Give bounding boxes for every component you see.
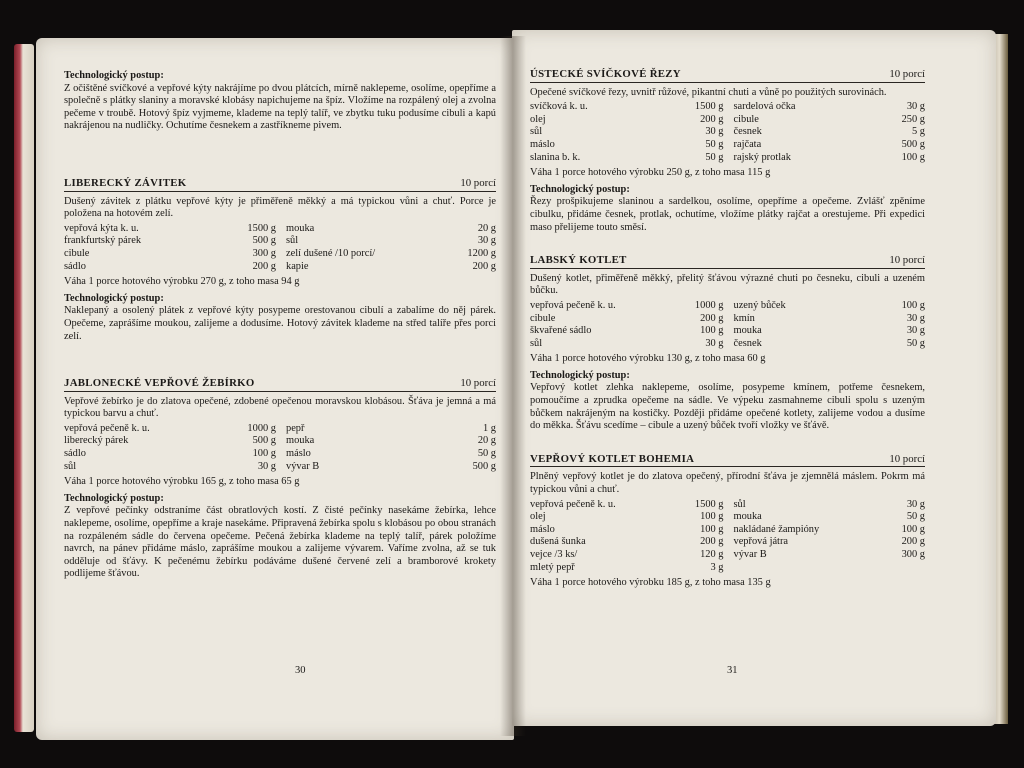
- ingredient-name: kmín: [733, 312, 755, 324]
- portion-weight: Váha 1 porce hotového výrobku 185 g, z toho masa 135 g: [530, 577, 771, 589]
- recipe-portions: 10 porcí: [889, 68, 925, 80]
- ingredient-amount: 500 g: [901, 138, 925, 150]
- ingredient-name: uzený bůček: [733, 299, 786, 311]
- ingredient-name: vývar B: [733, 549, 767, 560]
- ingredient-name: sůl: [530, 126, 543, 138]
- ingredient-amount: 1200 g: [467, 247, 496, 259]
- ingredient-name: sůl: [64, 460, 77, 472]
- ingredient-name: zelí dušené /10 porcí/: [286, 247, 376, 259]
- section-header-jablonecke: [64, 377, 496, 392]
- ingredients-table: [64, 223, 496, 273]
- recipe-portions: 10 porcí: [889, 452, 925, 465]
- ingredient-name: mletý pepř: [530, 561, 575, 573]
- procedure-text: Z vepřové pečínky odstraníme část obratlových kostí. Z čisté pečínky nasekáme žebírka, lehce naklepeme, osolíme, opepříme a kraje nasekáme. Připravená žebírka spolu s klobásou po obou stranách na rozpáleném sádle do červena opečeme. Pečená žebírka klademe na teplý talíř, párek položíme navrch, na pánev přidáme máslo, zaprášíme moukou a zalijeme vývarem. Vaříme zvolna, až se tuk odděluje od šťávy. K pečenému žebírku podáváme dušené červené zelí a bramborové krokety podlijeme šťávou.: [64, 505, 496, 580]
- ingredient-amount: 100 g: [700, 325, 724, 337]
- procedure-label: Technologický postup:: [530, 369, 630, 381]
- ingredients-table: [530, 101, 925, 164]
- ingredients-table: [64, 423, 496, 473]
- ingredient-name: slanina b. k.: [530, 151, 581, 163]
- procedure-text: Řezy prošpikujeme slaninou a sardelkou, osolíme, opepříme a opečeme. Zvlášť zpěníme cibulku, přidáme česnek, protlak, ochutíme, vložíme plátky rajčat a orestujeme. Při expedici maso přelijeme touto směsí.: [530, 196, 925, 233]
- procedure-label: Technologický postup:: [64, 292, 164, 304]
- ingredient-name: mouka: [733, 325, 762, 337]
- ingredient-name: [734, 562, 862, 575]
- procedure-text: Naklepaný a osolený plátek z vepřové kýty posypeme orestovanou cibulí a zabalíme do něj párek. Opečeme, zaprášíme moukou, zalijeme a dodusíme. Hotový závitek klademe na střed talíře přes porci zelí.: [64, 305, 496, 342]
- ingredient-amount: 30 g: [906, 325, 925, 337]
- ingredient-name: dušená šunka: [530, 536, 586, 548]
- ingredient-amount: 100 g: [901, 151, 925, 163]
- ingredient-name: vývar B: [286, 460, 320, 472]
- recipe-title: LABSKÝ KOTLET: [530, 254, 627, 267]
- ingredient-name: olej: [530, 113, 546, 125]
- ingredient-amount: 1000 g: [694, 299, 724, 311]
- left-page-content: [64, 70, 496, 581]
- recipe-portions: 10 porcí: [460, 176, 496, 189]
- ingredient-amount: 30 g: [705, 126, 724, 138]
- ingredient-amount: 200 g: [252, 260, 276, 272]
- ingredient-name: mouka: [286, 222, 315, 234]
- procedure-text: Vepřový kotlet zlehka naklepeme, osolíme, posypeme kmínem, potřeme česnekem, pomoučíme a zprudka opečeme na sádle. Ve výpeku zasmahneme cibuli spolu s uzeným bůčkem nakrájeným na kostičky. Později přidáme opečené kotlety, zalijeme vodou a dusíme do měkka. Šťávu scedíme – cibule a uzený bůček tvoří vložky ve šťávě.: [530, 382, 925, 432]
- ingredient-name: máslo: [530, 138, 555, 150]
- ingredient-name: pepř: [286, 422, 305, 434]
- ingredient-amount: 30 g: [906, 101, 925, 113]
- ingredient-amount: 50 g: [906, 511, 925, 523]
- ingredient-name: mouka: [286, 435, 315, 447]
- ingredient-amount: 20 g: [477, 222, 496, 234]
- recipe-title: VEPŘOVÝ KOTLET BOHEMIA: [530, 452, 695, 465]
- ingredient-amount: 200 g: [901, 536, 925, 548]
- ingredient-amount: 100 g: [252, 448, 276, 460]
- ingredient-amount: 1500 g: [694, 498, 724, 510]
- recipe-title: ÚSTECKÉ SVÍČKOVÉ ŘEZY: [530, 68, 681, 80]
- ingredient-amount: 30 g: [906, 312, 925, 324]
- ingredient-name: vepřová pečeně k. u.: [64, 422, 150, 434]
- ingredient-name: cibule: [530, 312, 556, 324]
- ingredient-name: vepřová pečeně k. u.: [530, 498, 616, 510]
- ingredient-name: vepřová kýta k. u.: [64, 222, 139, 234]
- procedure-label: Technologický postup:: [64, 70, 164, 81]
- ingredients-table: [530, 300, 925, 350]
- ingredient-name: máslo: [286, 448, 311, 460]
- ingredient-amount: 200 g: [700, 113, 724, 125]
- ingredient-amount: 1500 g: [247, 222, 276, 234]
- ingredient-name: sůl: [286, 235, 299, 247]
- ingredient-amount: 120 g: [700, 549, 724, 560]
- ingredient-name: olej: [530, 511, 546, 523]
- ingredient-amount: 30 g: [906, 498, 925, 510]
- recipe-description: Plněný vepřový kotlet je do zlatova opečený, přírodní šťáva je zjemnělá máslem. Pokrm má typickou vůni a chuť.: [530, 471, 925, 496]
- ingredient-amount: 200 g: [700, 536, 724, 548]
- ingredient-name: kapie: [286, 260, 309, 272]
- ingredient-name: sádlo: [64, 260, 86, 272]
- book-edge-left: [14, 44, 34, 732]
- ingredient-amount: 200 g: [700, 312, 724, 324]
- section-header-liberecky: [64, 177, 496, 192]
- ingredient-name: cibule: [64, 247, 90, 259]
- page-number-left: 30: [295, 665, 306, 676]
- ingredient-amount: 50 g: [705, 151, 724, 163]
- ingredient-name: česnek: [733, 337, 762, 349]
- procedure-label: Technologický postup:: [64, 492, 164, 504]
- ingredient-name: cibule: [733, 113, 759, 125]
- procedure-label: Technologický postup:: [530, 183, 630, 195]
- page-number-right: 31: [727, 665, 738, 676]
- portion-weight: Váha 1 porce hotového výrobku 130 g, z toho masa 60 g: [530, 353, 766, 365]
- ingredient-amount: 100 g: [700, 523, 724, 535]
- ingredient-amount: 50 g: [705, 138, 724, 150]
- ingredient-amount: 5 g: [912, 126, 925, 138]
- ingredient-name: česnek: [733, 126, 762, 138]
- ingredient-name: sardelová očka: [733, 101, 796, 113]
- ingredient-name: svíčková k. u.: [530, 101, 588, 113]
- section-header-bohemia: [530, 453, 925, 468]
- portion-weight: Váha 1 porce hotového výrobku 250 g, z toho masa 115 g: [530, 167, 771, 179]
- ingredient-amount: 100 g: [901, 299, 925, 311]
- section-header-labsky: [530, 254, 925, 269]
- ingredient-name: sádlo: [64, 448, 86, 460]
- ingredient-amount: 50 g: [906, 337, 925, 349]
- recipe-title: LIBERECKÝ ZÁVITEK: [64, 176, 187, 189]
- ingredient-name: rajčata: [733, 138, 762, 150]
- book-edge-right: [994, 34, 1008, 724]
- portion-weight: Váha 1 porce hotového výrobku 165 g, z toho masa 65 g: [64, 476, 300, 488]
- ingredients-table: [530, 499, 925, 575]
- ingredient-amount: 1 g: [483, 422, 496, 434]
- recipe-portions: 10 porcí: [889, 254, 925, 267]
- ingredient-name: vepřová pečeně k. u.: [530, 299, 616, 311]
- ingredient-amount: 30 g: [257, 460, 276, 472]
- ingredient-amount: 250 g: [901, 113, 925, 125]
- ingredient-name: rajský protlak: [733, 151, 791, 163]
- procedure-text: Z očištěné svíčkové a vepřové kýty nakrájíme po dvou plátcích, mírně naklepeme, osolíme, opepříme a společně s plátky slaniny a moravské klobásy napichujeme na špíz. Vložíme na rozpálený olej a zvolna pečeme v troubě. Hotový špíz vyjmeme, klademe na teplý talíř, ve zbytku tuku podusíme cibuli a kapú nakrájenou na nudličky. Ochutíme česnekem a zastříkneme pivem.: [64, 82, 496, 132]
- ingredient-amount: 200 g: [472, 260, 496, 272]
- ingredient-amount: 100 g: [700, 511, 724, 523]
- ingredient-amount: 100 g: [901, 523, 925, 535]
- ingredient-amount: 500 g: [252, 235, 276, 247]
- ingredient-amount: 50 g: [477, 448, 496, 460]
- ingredient-amount: 500 g: [472, 460, 496, 472]
- portion-weight: Váha 1 porce hotového výrobku 270 g, z toho masa 94 g: [64, 276, 300, 288]
- section-header-ustecke: [530, 68, 925, 83]
- ingredient-name: vepřová játra: [733, 536, 789, 548]
- ingredient-amount: 20 g: [477, 435, 496, 447]
- ingredient-amount: 1000 g: [247, 422, 276, 434]
- ingredient-name: liberecký párek: [64, 435, 129, 447]
- recipe-description: Vepřové žebírko je do zlatova opečené, zdobené opečenou moravskou klobásou. Šťáva je jemná a má typickou barvu a chuť.: [64, 395, 496, 420]
- recipe-portions: 10 porcí: [460, 377, 496, 390]
- ingredient-amount: 30 g: [705, 337, 724, 349]
- right-page-content: [530, 68, 925, 594]
- ingredient-amount: 300 g: [252, 247, 276, 259]
- ingredient-amount: 500 g: [252, 435, 276, 447]
- ingredient-name: sůl: [530, 337, 543, 349]
- ingredient-name: máslo: [530, 523, 555, 535]
- recipe-description: Dušený závitek z plátku vepřové kýty je přiměřeně měkký a má typickou vůni a chuť. Porce je položena na hotovém zelí.: [64, 195, 496, 220]
- recipe-description: Opečené svíčkové řezy, uvnitř růžové, pikantní chuti a vůně po použitých surovinách.: [530, 86, 887, 98]
- ingredient-name: škvařené sádlo: [530, 325, 592, 337]
- ingredient-name: vejce /3 ks/: [530, 549, 578, 560]
- ingredient-amount: 30 g: [477, 235, 496, 247]
- ingredient-name: mouka: [733, 511, 762, 523]
- ingredient-amount: 1500 g: [694, 101, 724, 113]
- recipe-description: Dušený kotlet, přiměřeně měkký, přelitý šťávou výrazné chuti po česneku, cibuli a uzeném bůčku.: [530, 272, 925, 297]
- ingredient-amount: 3 g: [710, 561, 724, 573]
- ingredient-name: frankfurtský párek: [64, 235, 142, 247]
- book-gutter: [500, 36, 526, 736]
- ingredient-amount: 300 g: [901, 549, 925, 560]
- ingredient-amount: [871, 562, 925, 575]
- ingredient-name: nakládané žampióny: [733, 523, 820, 535]
- ingredient-name: sůl: [733, 498, 746, 510]
- recipe-title: JABLONECKÉ VEPŘOVÉ ŽEBÍRKO: [64, 377, 255, 390]
